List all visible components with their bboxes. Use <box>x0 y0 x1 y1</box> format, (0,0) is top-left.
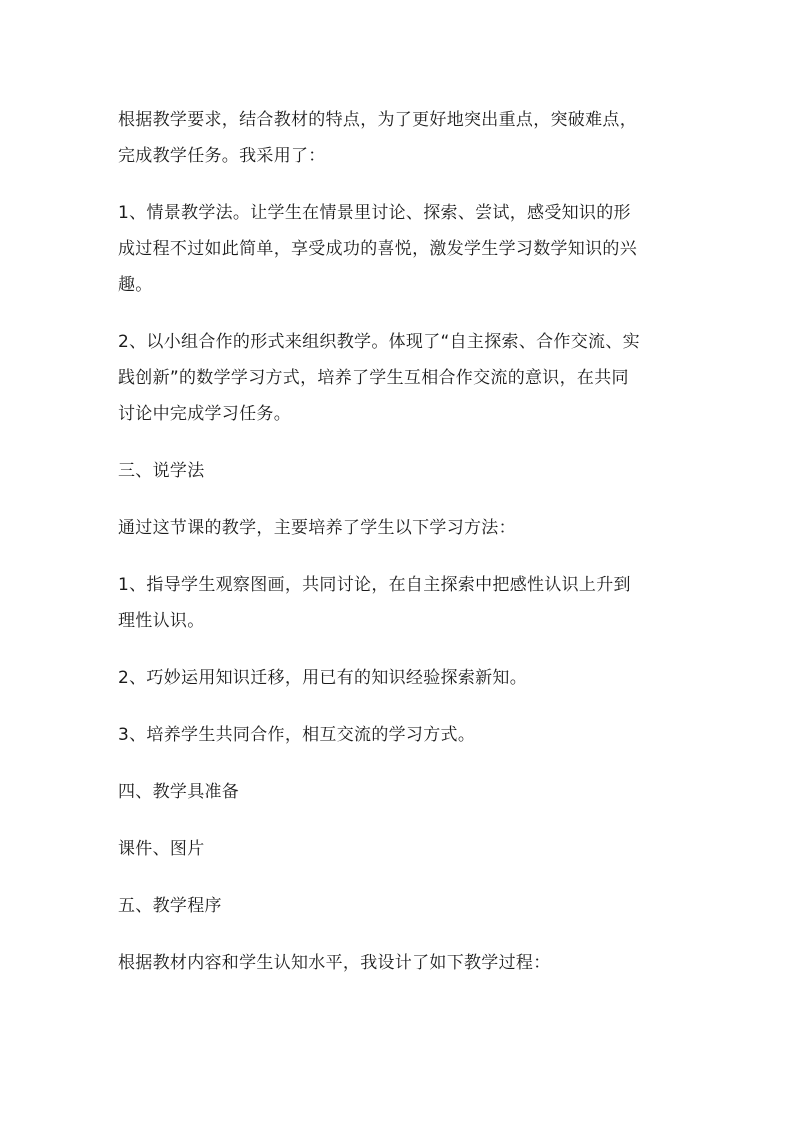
text-line: 2、以小组合作的形式来组织教学。体现了“自主探索、合作交流、实 <box>118 332 640 352</box>
text-line: 课件、图片 <box>118 839 205 859</box>
text-line: 通过这节课的教学，主要培养了学生以下学习方法： <box>118 518 516 538</box>
text-line: 1、指导学生观察图画，共同讨论，在自主探索中把感性认识上升到 <box>118 575 631 595</box>
text-line: 2、巧妙运用知识迁移，用已有的知识经验探索新知。 <box>118 668 528 688</box>
text-line: 1、情景教学法。让学生在情景里讨论、探索、尝试，感受知识的形 <box>118 203 631 223</box>
heading-text: 五、教学程序 <box>118 896 222 916</box>
paragraph-procedure-intro <box>118 945 678 981</box>
text-line: 3、培养学生共同合作，相互交流的学习方式。 <box>118 725 476 745</box>
paragraph-learning-3 <box>118 717 678 753</box>
text-line: 践创新”的数学学习方式，培养了学生互相合作交流的意识，在共同 <box>118 368 629 388</box>
text-line: 讨论中完成学习任务。 <box>118 404 291 424</box>
paragraph-method-2 <box>118 324 678 432</box>
section-heading-teaching-aids <box>118 774 678 810</box>
text-line: 根据教学要求，结合教材的特点，为了更好地突出重点，突破难点， <box>118 110 637 130</box>
section-heading-teaching-procedure <box>118 888 678 924</box>
paragraph-intro <box>118 102 678 174</box>
paragraph-learning-intro <box>118 510 678 546</box>
text-line: 根据教材内容和学生认知水平，我设计了如下教学过程： <box>118 953 551 973</box>
document-body <box>118 102 678 1002</box>
text-line: 成过程不过如此简单，享受成功的喜悦，激发学生学习数学知识的兴 <box>118 239 637 259</box>
paragraph-teaching-aids <box>118 831 678 867</box>
paragraph-learning-1 <box>118 567 678 639</box>
text-line: 理性认识。 <box>118 611 205 631</box>
heading-text: 四、教学具准备 <box>118 782 240 802</box>
paragraph-learning-2 <box>118 660 678 696</box>
section-heading-learning-methods <box>118 453 678 489</box>
paragraph-method-1 <box>118 195 678 303</box>
text-line: 趣。 <box>118 275 153 295</box>
text-line: 完成教学任务。我采用了： <box>118 146 326 166</box>
heading-text: 三、说学法 <box>118 461 205 481</box>
